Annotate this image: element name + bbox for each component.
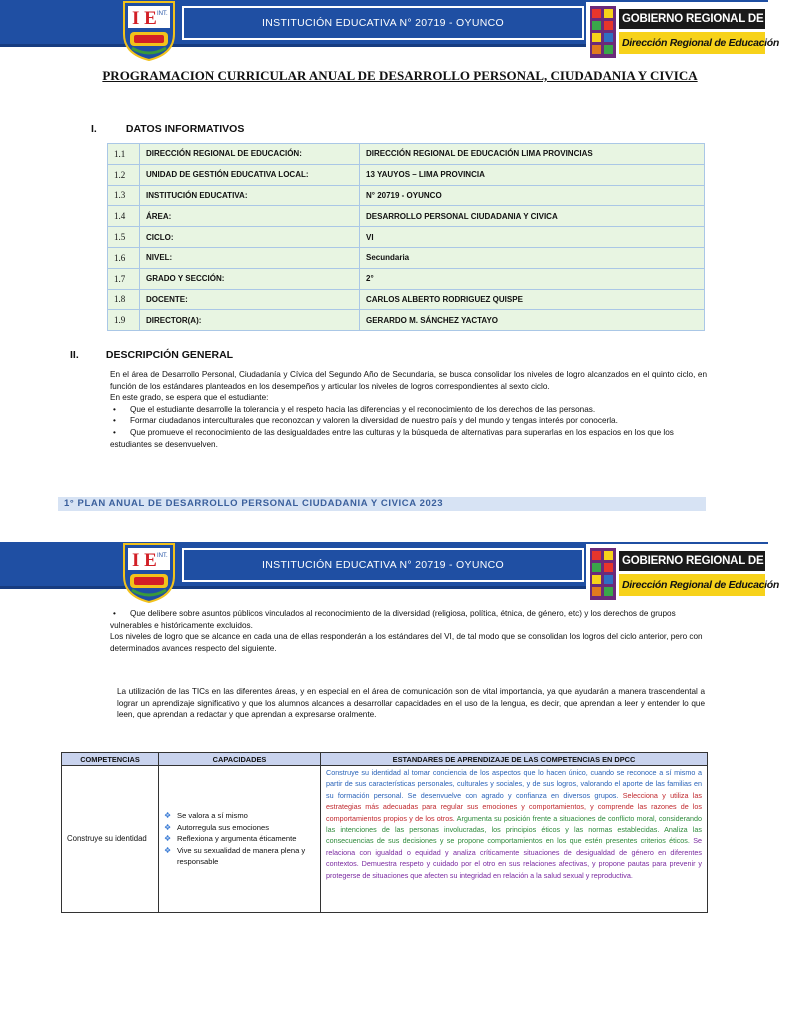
gov-subtitle: Dirección Regional de Educación bbox=[619, 574, 765, 596]
info-num: 1.9 bbox=[108, 310, 140, 331]
info-label: DIRECTOR(A): bbox=[140, 310, 360, 331]
institution-title: INSTITUCIÓN EDUCATIVA N° 20719 - OYUNCO bbox=[262, 17, 504, 29]
description-expects: En este grado, se espera que el estudiante: bbox=[110, 393, 269, 403]
list-item: ❖ Vive su sexualidad de manera plena y responsable bbox=[164, 845, 306, 867]
diamond-bullet-icon: ❖ bbox=[164, 834, 172, 844]
info-num: 1.8 bbox=[108, 289, 140, 310]
info-row bbox=[108, 185, 705, 206]
info-value: 13 YAUYOS – LIMA PROVINCIA bbox=[360, 164, 705, 185]
plan-banner bbox=[58, 497, 706, 511]
info-value: DIRECCIÓN REGIONAL DE EDUCACIÓN LIMA PROVINCIAS bbox=[360, 144, 705, 165]
info-value: DESARROLLO PERSONAL CIUDADANIA Y CIVICA bbox=[360, 206, 705, 227]
plan-title: 1° PLAN ANUAL DE DESARROLLO PERSONAL CIUDADANIA Y CIVICA 2023 bbox=[64, 498, 444, 509]
competencia-cell: Construye su identidad bbox=[62, 766, 159, 913]
header-estandares: ESTANDARES DE APRENDIZAJE DE LAS COMPETENCIAS EN DPCC bbox=[321, 753, 708, 766]
info-row bbox=[108, 227, 705, 248]
svg-text:INT.: INT. bbox=[157, 553, 168, 559]
info-num: 1.3 bbox=[108, 185, 140, 206]
page2-block bbox=[110, 608, 707, 654]
info-value: VI bbox=[360, 227, 705, 248]
institution-title-box bbox=[182, 6, 584, 40]
list-item: ❖ Se valora a sí mismo bbox=[164, 811, 248, 821]
list-item: ❖ Autorregula sus emociones bbox=[164, 822, 270, 832]
info-label: NIVEL: bbox=[140, 247, 360, 268]
info-value: N° 20719 - OYUNCO bbox=[360, 185, 705, 206]
competencies-table bbox=[61, 752, 708, 913]
page-header bbox=[0, 0, 794, 62]
diamond-bullet-icon: ❖ bbox=[164, 811, 172, 821]
info-row bbox=[108, 164, 705, 185]
info-label: CICLO: bbox=[140, 227, 360, 248]
description-block bbox=[110, 369, 707, 450]
estandar-part-3: Argumenta su posición frente a situaciones de conflicto moral, considerando las intenciones de las personas involucradas, los principios éticos y las normas establecidas. Analiza las consecuencias de sus decisiones y se propone comportamientos en los que estén presentes criterios éticos. bbox=[326, 813, 702, 846]
info-label: INSTITUCIÓN EDUCATIVA: bbox=[140, 185, 360, 206]
description-bullet-2: • Formar ciudadanos interculturales que reconozcan y valoren la diversidad de nuestro país y del mundo y tengas interés por conocerla. bbox=[113, 416, 618, 426]
info-num: 1.1 bbox=[108, 144, 140, 165]
header-capacidades: CAPACIDADES bbox=[159, 753, 321, 766]
page-header-2 bbox=[0, 542, 794, 604]
section-1-heading bbox=[91, 123, 244, 135]
estandar-text bbox=[326, 767, 702, 881]
page2-bullet: • Que delibere sobre asuntos públicos vinculados al reconocimiento de la diversidad (religiosa, política, étnica, de género, etc) y los derechos de grupos vulnerables e históricamente excluidos. bbox=[110, 609, 676, 630]
info-value: 2° bbox=[360, 268, 705, 289]
gov-subtitle: Dirección Regional de Educación bbox=[619, 32, 765, 54]
institution-title: INSTITUCIÓN EDUCATIVA N° 20719 - OYUNCO bbox=[262, 559, 504, 571]
info-value: Secundaria bbox=[360, 247, 705, 268]
estandar-part-2: Selecciona y utiliza las estrategias más adecuadas para regular sus emociones y comportamientos, y comprende las razones de los comportamientos propios y de los otros. bbox=[326, 790, 702, 823]
info-value: CARLOS ALBERTO RODRIGUEZ QUISPE bbox=[360, 289, 705, 310]
info-num: 1.4 bbox=[108, 206, 140, 227]
section-1-number: I. bbox=[91, 123, 97, 135]
estandar-cell bbox=[321, 766, 708, 913]
info-row bbox=[108, 247, 705, 268]
info-table bbox=[107, 143, 705, 331]
document-title: PROGRAMACION CURRICULAR ANUAL DE DESARROLLO PERSONAL, CIUDADANIA Y CIVICA bbox=[102, 68, 698, 83]
svg-text:I E: I E bbox=[132, 8, 157, 29]
info-value: GERARDO M. SÁNCHEZ YACTAYO bbox=[360, 310, 705, 331]
list-item: ❖ Reflexiona y argumenta éticamente bbox=[164, 834, 297, 844]
info-num: 1.7 bbox=[108, 268, 140, 289]
info-label: DIRECCIÓN REGIONAL DE EDUCACIÓN: bbox=[140, 144, 360, 165]
info-num: 1.6 bbox=[108, 247, 140, 268]
section-2-number: II. bbox=[70, 349, 79, 361]
header-competencias: COMPETENCIAS bbox=[62, 753, 159, 766]
diamond-bullet-icon: ❖ bbox=[164, 822, 172, 832]
info-label: DOCENTE: bbox=[140, 289, 360, 310]
school-crest-icon bbox=[120, 542, 178, 604]
regional-emblem-icon bbox=[590, 6, 616, 58]
info-row bbox=[108, 289, 705, 310]
info-row bbox=[108, 206, 705, 227]
gov-logo bbox=[586, 2, 794, 60]
section-2-heading bbox=[70, 349, 233, 361]
info-label: UNIDAD DE GESTIÓN EDUCATIVA LOCAL: bbox=[140, 164, 360, 185]
svg-text:I E: I E bbox=[132, 550, 157, 571]
info-label: ÁREA: bbox=[140, 206, 360, 227]
info-row bbox=[108, 310, 705, 331]
capacidades-list bbox=[164, 810, 315, 868]
info-row bbox=[108, 268, 705, 289]
gov-logo bbox=[586, 544, 794, 602]
description-bullet-3: • Que promueve el reconocimiento de las desigualdades entre las culturas y la búsqueda de alternativas para superarlas en los espacios en los que los estudiantes se desenvuelven. bbox=[110, 427, 674, 449]
info-num: 1.2 bbox=[108, 164, 140, 185]
levels-text: Los niveles de logro que se alcance en cada una de ellas responderán a los estándares del VI, de tal modo que se consolidan los logros del ciclo anterior, pero con determinados avances respecto del siguiente. bbox=[110, 632, 703, 653]
regional-emblem-icon bbox=[590, 548, 616, 600]
description-intro: En el área de Desarrollo Personal, Ciudadanía y Cívica del Segundo Año de Secundaria, se busca consolidar los niveles de logro alcanzados en el quinto ciclo, en función de los estándares planteados en los desempeños y articular los niveles de logros correspondientes al sexto ciclo. bbox=[110, 370, 707, 391]
info-label: GRADO Y SECCIÓN: bbox=[140, 268, 360, 289]
gov-title: GOBIERNO REGIONAL DE LIMA bbox=[619, 9, 765, 29]
section-1-title: DATOS INFORMATIVOS bbox=[125, 123, 245, 135]
gov-title: GOBIERNO REGIONAL DE LIMA bbox=[619, 551, 765, 571]
info-num: 1.5 bbox=[108, 227, 140, 248]
school-crest-icon bbox=[120, 0, 178, 62]
tics-paragraph: La utilización de las TICs en las diferentes áreas, y en especial en el área de comunicación son de vital importancia, ya que ayudarán a manera trascendental a lograr un aprendizaje significativo y que los alumnos alcances a desarrollar capacidades en el uso de la lengua, es decir, que aprendan a leer y entender lo que leen, que aprendan a redactar y que aprendan a expresarse oralmente. bbox=[117, 687, 705, 720]
estandar-part-1: Construye su identidad al tomar conciencia de los aspectos que lo hacen único, cuando se reconoce a sí mismo a partir de sus características personales, culturales y sociales, y de sus logros, valorando el aporte de las familias en su formación personal. Se desenvuelve con agrado y confianza en diversos grupos. bbox=[326, 768, 702, 800]
estandar-part-4: Se relaciona con igualdad o equidad y analiza críticamente situaciones de desigualdad de género en diferentes contextos. Demuestra respeto y cuidado por el otro en sus relaciones afectivas, y propone pautas para prevenir y protegerse de situaciones que afecten su integridad en relación a la salud sexual y reproductiva. bbox=[326, 836, 702, 880]
description-bullet-1: • Que el estudiante desarrolle la tolerancia y el respeto hacia las diferencias y el reconocimiento de los derechos de las personas. bbox=[113, 404, 596, 414]
institution-title-box bbox=[182, 548, 584, 582]
section-2-title: DESCRIPCIÓN GENERAL bbox=[105, 349, 234, 361]
diamond-bullet-icon: ❖ bbox=[164, 845, 172, 855]
capacidades-cell bbox=[159, 766, 321, 913]
info-row bbox=[108, 144, 705, 165]
svg-text:INT.: INT. bbox=[157, 11, 168, 17]
